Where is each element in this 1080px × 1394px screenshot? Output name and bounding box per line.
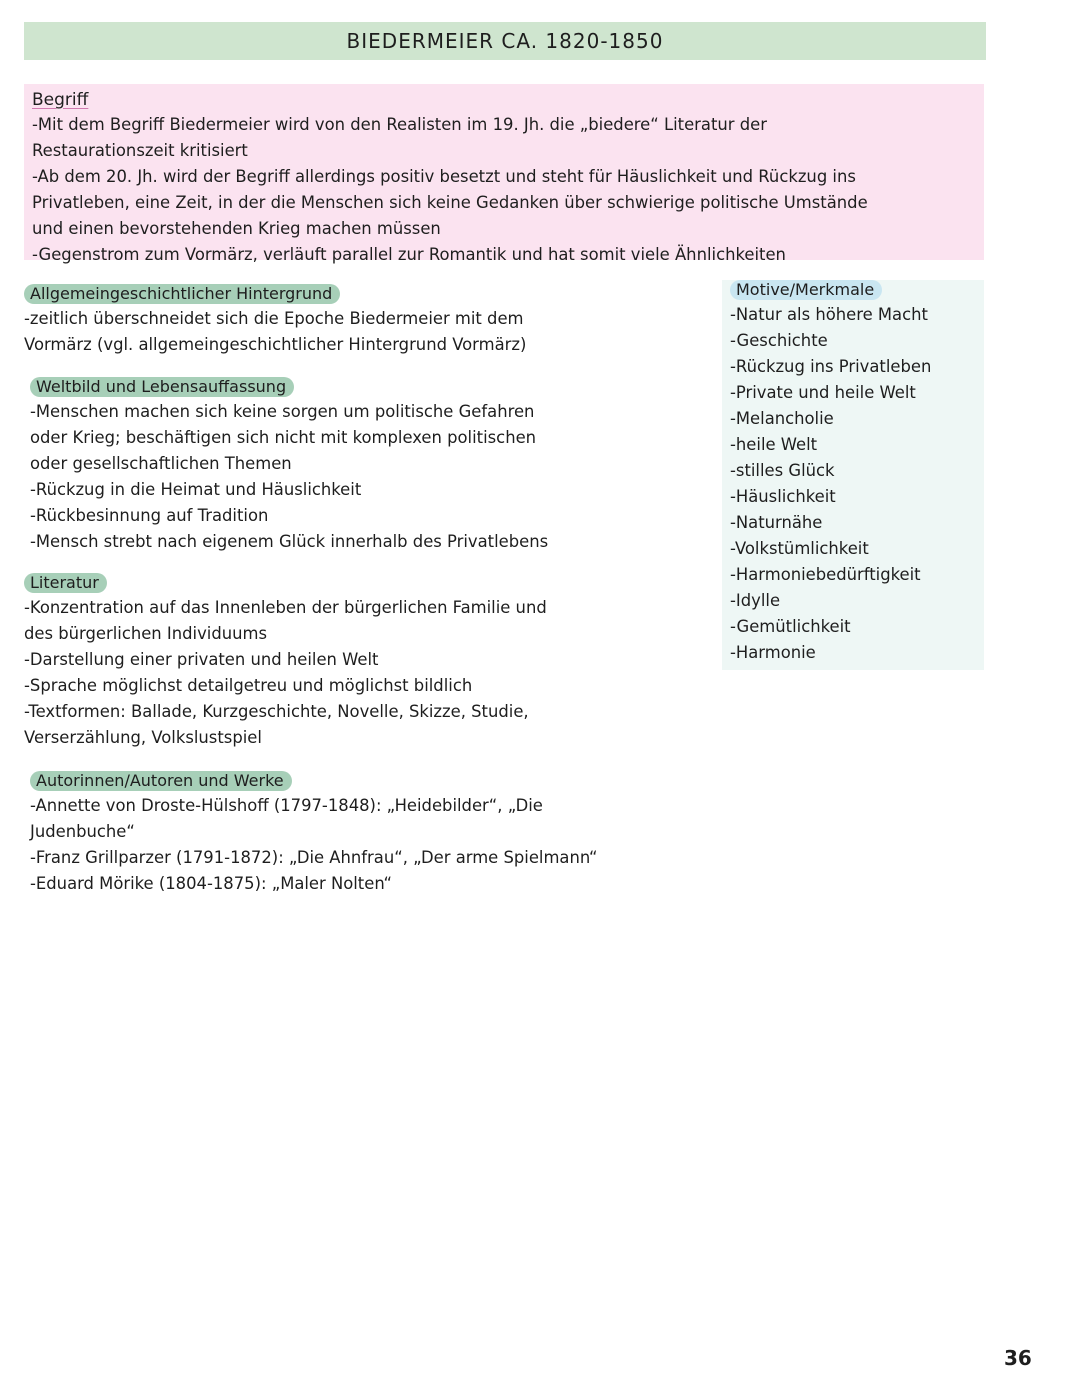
motive-item: -Geschichte: [730, 331, 828, 350]
autoren-line: -Annette von Droste-Hülshoff (1797-1848): „Heidebilder“, „Die: [30, 796, 543, 815]
motive-item: -Natur als höhere Macht: [730, 305, 928, 324]
motive-item: -Rückzug ins Privatleben: [730, 357, 932, 376]
literatur-line: des bürgerlichen Individuums: [24, 624, 268, 643]
autoren-line: -Eduard Mörike (1804-1875): „Maler Nolten“: [30, 874, 393, 893]
literatur-heading: Literatur: [24, 573, 107, 593]
motive-item: -Melancholie: [730, 409, 834, 428]
weltbild-line: oder gesellschaftlichen Themen: [30, 454, 292, 473]
page-title: BIEDERMEIER CA. 1820-1850: [346, 29, 664, 53]
motive-item: -Volkstümlichkeit: [730, 539, 869, 558]
autoren-heading: Autorinnen/Autoren und Werke: [30, 771, 292, 791]
hintergrund-line: -zeitlich überschneidet sich die Epoche Biedermeier mit dem: [24, 309, 524, 328]
weltbild-section: [30, 377, 548, 555]
motive-item: -Harmonie: [730, 643, 816, 662]
begriff-heading: Begriff: [32, 90, 89, 110]
begriff-line: und einen bevorstehenden Krieg machen müssen: [32, 219, 441, 238]
autoren-line: Judenbuche“: [30, 822, 135, 841]
weltbild-line: -Menschen machen sich keine sorgen um politische Gefahren: [30, 402, 535, 421]
begriff-line: -Ab dem 20. Jh. wird der Begriff allerdings positiv besetzt und steht für Häuslichkeit und Rückzug ins: [32, 167, 856, 186]
weltbild-line: oder Krieg; beschäftigen sich nicht mit komplexen politischen: [30, 428, 537, 447]
autoren-line: -Franz Grillparzer (1791-1872): „Die Ahnfrau“, „Der arme Spielmann“: [30, 848, 598, 867]
begriff-line: Restaurationszeit kritisiert: [32, 141, 248, 160]
literatur-line: -Darstellung einer privaten und heilen Welt: [24, 650, 379, 669]
literatur-line: -Konzentration auf das Innenleben der bürgerlichen Familie und: [24, 598, 547, 617]
begriff-line: -Gegenstrom zum Vormärz, verläuft parallel zur Romantik und hat somit viele Ähnlichkeiten: [32, 245, 786, 264]
autoren-section: [30, 771, 598, 897]
hintergrund-heading: Allgemeingeschichtlicher Hintergrund: [24, 284, 340, 304]
motive-item: -Naturnähe: [730, 513, 823, 532]
weltbild-line: -Mensch strebt nach eigenem Glück innerhalb des Privatlebens: [30, 532, 549, 551]
page-title-bar: [24, 22, 986, 60]
literatur-line: -Textformen: Ballade, Kurzgeschichte, Novelle, Skizze, Studie,: [24, 702, 529, 721]
motive-item: -Harmoniebedürftigkeit: [730, 565, 921, 584]
motive-item: -Gemütlichkeit: [730, 617, 851, 636]
begriff-section: [24, 84, 984, 264]
weltbild-line: -Rückzug in die Heimat und Häuslichkeit: [30, 480, 362, 499]
motive-item: -Private und heile Welt: [730, 383, 916, 402]
weltbild-line: -Rückbesinnung auf Tradition: [30, 506, 269, 525]
page-number: 36: [1004, 1346, 1032, 1370]
literatur-line: Verserzählung, Volkslustspiel: [24, 728, 262, 747]
begriff-line: Privatleben, eine Zeit, in der die Menschen sich keine Gedanken über schwierige politische Umstände: [32, 193, 868, 212]
begriff-line: -Mit dem Begriff Biedermeier wird von den Realisten im 19. Jh. die „biedere“ Literatur der: [32, 115, 767, 134]
hintergrund-section: [24, 284, 526, 358]
weltbild-heading: Weltbild und Lebensauffassung: [30, 377, 294, 397]
literatur-section: [24, 573, 547, 751]
motive-heading: Motive/Merkmale: [730, 280, 882, 300]
hintergrund-line: Vormärz (vgl. allgemeingeschichtlicher Hintergrund Vormärz): [24, 335, 527, 354]
literatur-line: -Sprache möglichst detailgetreu und möglichst bildlich: [24, 676, 473, 695]
motive-item: -Häuslichkeit: [730, 487, 836, 506]
motive-section: [722, 280, 984, 670]
motive-item: -stilles Glück: [730, 461, 835, 480]
motive-item: -Idylle: [730, 591, 781, 610]
motive-item: -heile Welt: [730, 435, 818, 454]
